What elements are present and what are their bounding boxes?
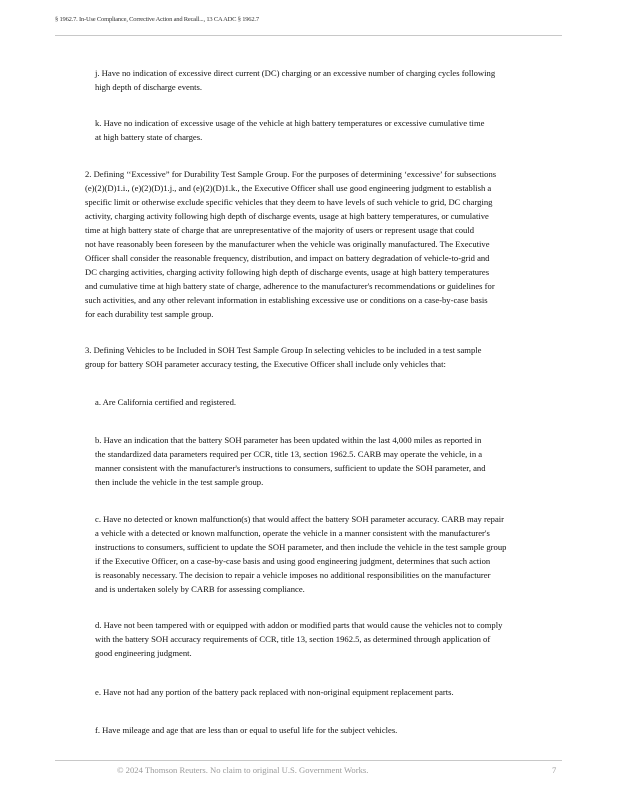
text-line: high depth of discharge events. (95, 82, 202, 92)
text-line: a vehicle with a detected or known malfunction, operate the vehicle in a manner consistent with the manufacturer's (95, 528, 490, 538)
text-line: k. Have no indication of excessive usage of the vehicle at high battery temperatures or excessive cumulative time (95, 118, 485, 128)
text-line: and is undertaken solely by CARB for assessing compliance. (95, 584, 305, 594)
text-line: not have reasonably been foreseen by the manufacturer when the vehicle was originally manufactured. The Executive (85, 239, 490, 249)
text-line: then include the vehicle in the test sample group. (95, 477, 264, 487)
text-line: e. Have not had any portion of the battery pack replaced with non-original equipment replacement parts. (95, 687, 454, 697)
subsection-c (95, 512, 506, 596)
page-number: 7 (552, 765, 557, 775)
text-line: time at high battery state of charge that are unrepresentative of the majority of users or represent usage that could (85, 225, 475, 235)
subsection-k (95, 116, 484, 144)
subsection-j (95, 66, 495, 94)
text-line: (e)(2)(D)1.i., (e)(2)(D)1.j., and (e)(2)(D)1.k., the Executive Officer shall use good engineering judgment to establish a (85, 183, 492, 193)
text-line: DC charging activities, charging activity following high depth of discharge events, usage at high battery temperatures (85, 267, 490, 277)
text-line: activity, charging activity following high depth of discharge events, usage at high battery temperatures, or cumulative (85, 211, 489, 221)
text-line: such activities, and any other relevant information in establishing excessive use or conditions on a case-by-case basis (85, 295, 488, 305)
text-line: f. Have mileage and age that are less than or equal to useful life for the subject vehicles. (95, 725, 398, 735)
text-line: j. Have no indication of excessive direct current (DC) charging or an excessive number of charging cycles following (95, 68, 496, 78)
text-line: instructions to consumers, sufficient to update the SOH parameter, and then include the vehicle in the test sample group (95, 542, 507, 552)
running-header: § 1962.7. In-Use Compliance, Corrective Action and Recall..., 13 CA ADC § 1962.7 (55, 16, 259, 23)
text-line: 2. Defining ‘‘Excessive” for Durability Test Sample Group. For the purposes of determining ‘excessive’ for subsections (85, 169, 497, 179)
section-2-defining-excessive (85, 167, 496, 321)
text-line: and cumulative time at high battery state of charge, adherence to the manufacturer's recommendations or guidelines for (85, 281, 495, 291)
text-line: c. Have no detected or known malfunction(s) that would affect the battery SOH parameter accuracy. CARB may repair (95, 514, 505, 524)
text-line: specific limit or otherwise exclude specific vehicles that they deem to have levels of such vehicle to grid, DC charging (85, 197, 493, 207)
text-line: d. Have not been tampered with or equipped with addon or modified parts that would cause the vehicles not to comply (95, 620, 503, 630)
text-line: b. Have an indication that the battery SOH parameter has been updated within the last 4,000 miles as reported in (95, 435, 482, 445)
text-line: with the battery SOH accuracy requirements of CCR, title 13, section 1962.5, as determined through application of (95, 634, 491, 644)
subsection-b (95, 433, 486, 489)
header-divider (55, 35, 562, 36)
copyright-notice: © 2024 Thomson Reuters. No claim to original U.S. Government Works. (117, 765, 369, 775)
text-line: manner consistent with the manufacturer's instructions to consumers, sufficient to update the SOH parameter, and (95, 463, 486, 473)
text-line: Officer shall consider the reasonable frequency, distribution, and impact on battery degradation of vehicle-to-grid and (85, 253, 490, 263)
text-line: good engineering judgment. (95, 648, 192, 658)
text-line: is reasonably necessary. The decision to repair a vehicle imposes no additional responsibilities on the manufacturer (95, 570, 491, 580)
footer-divider (55, 760, 562, 761)
text-line: 3. Defining Vehicles to be Included in SOH Test Sample Group In selecting vehicles to be included in a test sample (85, 345, 482, 355)
text-line: for each durability test sample group. (85, 309, 214, 319)
subsection-d (95, 618, 502, 660)
subsection-f (95, 723, 397, 737)
section-3-defining-vehicles (85, 343, 481, 371)
text-line: at high battery state of charges. (95, 132, 203, 142)
text-line: a. Are California certified and registered. (95, 397, 237, 407)
text-line: if the Executive Officer, on a case-by-case basis and using good engineering judgment, determines that such action (95, 556, 491, 566)
text-line: the standardized data parameters required per CCR, title 13, section 1962.5. CARB may operate the vehicle, in a (95, 449, 483, 459)
subsection-e (95, 685, 454, 699)
text-line: group for battery SOH parameter accuracy testing, the Executive Officer shall include only vehicles that: (85, 359, 446, 369)
subsection-a (95, 395, 236, 409)
